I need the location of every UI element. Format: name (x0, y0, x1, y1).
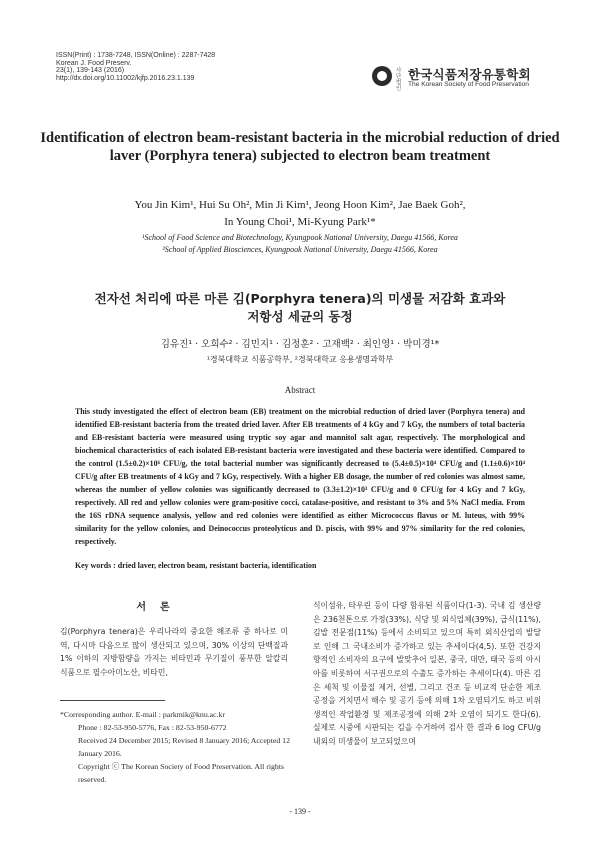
society-logo-block (372, 64, 562, 92)
abstract-text: This study investigated the effect of electron beam (EB) treatment on the microbial reduction of dried laver (Porphyra tenera) and identified EB-resistant bacteria from the treated dried laver. After EB treatments of 4 kGy and 7 kGy, the numbers of total bacteria and EB-resistant bacteria were measured using tryptic soy agar and mannitol salt agar, respectively. The morphological and biochemical characteristics of each isolated EB-resistant bacteria were investigated and these bacteria were identified. Compared to the control (1.5±0.2)×10⁶ CFU/g, the total bacterial number was significantly decreased to (5.4±0.5)×10⁴ CFU/g and (1.1±0.6)×10⁴ CFU/g after EB treatments of 4 kGy and 7 kGy, respectively. With a higher EB dosage, the number of red colonies was almost same, whereas the number of yellow colonies was significantly decreased to (3.3±1.2)×10³ CFU/g and 0 CFU/g for 4 kGy and 7 kGy, respectively. All red and yellow colonies were gram-positive cocci, catalase-positive, and resistant to 3% and 5% NaCl media. From the 16S rDNA sequence analysis, yellow and red colonies were identified as either Micrococcus flavus or M. luteus, with 99% similarity for the yellow colonies, and Deinococcus proteolyticus and D. piscis, with 99% and 97% similarity for the red colonies, respectively. (75, 407, 525, 546)
doi-link[interactable]: http://dx.doi.org/10.11002/kjfp.2016.23.1.139 (56, 74, 195, 82)
section-heading-intro: 서론 (136, 602, 184, 613)
intro-left-column: 김(Porphyra tenera)은 우리나라의 중요한 해조류 중 하나로 미역, 다시마 다음으로 많이 생산되고 있으며, 30% 이상의 단백질과 1% 이하의 지방함량을 가지는 비타민과 무기질이 풍부한 알칼리 식품으로 필수아미노산, 비타민, (60, 627, 288, 677)
page-number: - 139 - (289, 807, 311, 816)
affiliation-ko: ¹경북대학교 식품공학부, ²경북대학교 응용생명과학부 (206, 355, 394, 364)
footnote-divider (60, 700, 165, 701)
paper-title-ko (40, 290, 560, 326)
abstract-heading: Abstract (284, 385, 316, 395)
contact-phone: Phone : 82-53-950-5776, Fax : 82-53-950-6772 (78, 723, 227, 732)
keywords: Key words : dried laver, electron beam, resistant bacteria, identification (75, 561, 317, 570)
copyright-line: Copyright ⓒ The Korean Society of Food Preservation. All rights reserved. (78, 762, 285, 784)
affiliations-en (40, 232, 560, 256)
society-name-ko: 한국식품저장유통학회 (408, 67, 531, 82)
author-list-ko: 김유진¹ · 오희수² · 김민지¹ · 김정훈² · 고재백² · 최인영¹ · 박미경¹* (160, 339, 440, 350)
issn-line: ISSN(Print) : 1738-7248, ISSN(Online) : 2287-7428 (56, 52, 216, 59)
corresponding-author: *Corresponding author. E-mail : parkmik@knu.ac.kr (60, 710, 226, 719)
author-line-2: In Young Choi¹, Mi-Kyung Park¹* (224, 216, 376, 228)
author-line-1: You Jin Kim¹, Hui Su Oh², Min Ji Kim¹, Jeong Hoon Kim², Jae Baek Goh², (134, 199, 466, 211)
received-dates: Received 24 December 2015; Revised 8 January 2016; Accepted 12 January 2016. (78, 736, 290, 758)
society-name-en: The Korean Society of Food Preservation (408, 81, 529, 88)
society-small-label: 사단 법인 (396, 68, 402, 92)
title-ko-line-2: 저항성 세균의 동정 (247, 309, 353, 324)
author-list-en (40, 197, 560, 231)
paper-title-en: Identification of electron beam-resistant bacteria in the microbial reduction of dried laver (Porphyra tenera) subjected to electron beam treatment (40, 130, 560, 164)
volume-line: 23(1), 139-143 (2016) (56, 67, 125, 75)
journal-name: Korean J. Food Preserv. (56, 59, 132, 67)
footnote-block (60, 708, 292, 786)
intro-right-column: 식이섬유, 타우린 등이 다량 함유된 식품이다(1-3). 국내 김 생산량은 236천톤으로 가정(33%), 식당 및 외식업체(39%), 급식(11%), 김밥 전문점(11%) 등에서 소비되고 있으며 특히 외식산업의 발달로 인해 그 국내소비가 증가하고 있는 추세이다(4,5). 또한 건강지향적인 소비자의 요구에 발맞추어 일본, 중국, 대만, 태국 등의 아시아를 비롯하여 서구권으로의 수출도 증가하는 추세이다(4). 마른 김은 세척 및 이물질 제거, 선별, 그리고 건조 등 비교적 단순한 제조공정을 거치면서 해수 및 공기 등에 의해 1차 오염되기도 하고 비위생적인 작업환경 및 제조공정에 의해 2차 오염이 되기도 한다(6). 실제로 시중에 시판되는 김을 수거하여 검사 한 결과 6 log CFU/g 내외의 미생물이 보고되었으며 (313, 601, 541, 746)
title-ko-line-1: 전자선 처리에 따른 마른 김(Porphyra tenera)의 미생물 저감화 효과와 (94, 291, 506, 306)
journal-meta (56, 52, 215, 82)
society-emblem-icon (372, 66, 392, 86)
affiliation-2: ²School of Applied Biosciences, Kyungpook National University, Daegu 41566, Korea (162, 245, 438, 254)
affiliation-1: ¹School of Food Science and Biotechnology, Kyungpook National University, Daegu 41566, Korea (142, 233, 458, 242)
